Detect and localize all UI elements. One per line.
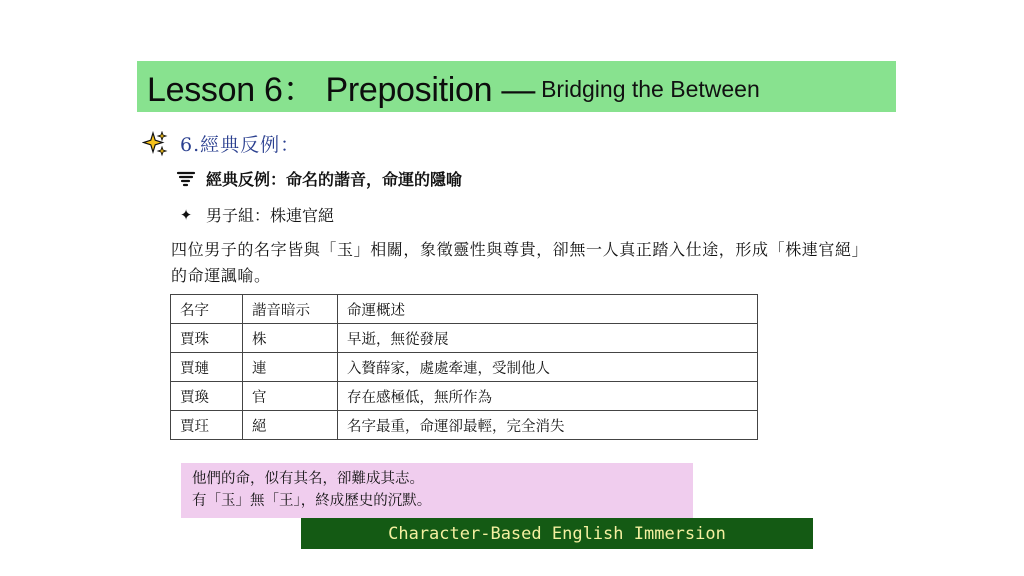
table-row [171, 324, 758, 353]
table-cell: 賈珠 [171, 324, 243, 353]
table-cell: 官 [243, 382, 338, 411]
table-header-cell: 諧音暗示 [243, 295, 338, 324]
tornado-icon [176, 169, 196, 189]
lesson-subtitle: Bridging the Between [541, 76, 760, 102]
table-cell: 絕 [243, 411, 338, 440]
section-heading [142, 130, 300, 157]
subheading-text: 經典反例：命名的諧音，命運的隱喻 [206, 170, 463, 189]
footer-banner [301, 518, 813, 549]
description-paragraph: 四位男子的名字皆與「玉」相關，象徵靈性與尊貴，卻無一人真正踏入仕途，形成「株連官絕」的命運諷喻。 [171, 240, 869, 285]
section-heading-text: 6.經典反例： [180, 134, 301, 156]
table-cell: 賈璉 [171, 353, 243, 382]
table-cell: 株 [243, 324, 338, 353]
group-text: 男子組：株連官絕 [206, 206, 335, 225]
table-header-cell: 命運概述 [338, 295, 758, 324]
four-pointed-star-icon: ✦ [179, 205, 193, 224]
sparkles-icon [142, 131, 168, 157]
table-cell: 名字最重，命運卻最輕，完全消失 [338, 411, 758, 440]
table-cell: 早逝，無從發展 [338, 324, 758, 353]
names-table [170, 294, 758, 440]
table-cell: 連 [243, 353, 338, 382]
lesson-title-bar [137, 61, 896, 112]
table-header-cell: 名字 [171, 295, 243, 324]
summary-note [181, 463, 693, 518]
footer-text: Character-Based English Immersion [388, 523, 726, 544]
note-line-1: 他們的命，似有其名，卻難成其志。 [192, 471, 424, 487]
note-line-2: 有「玉」無「王」，終成歷史的沉默。 [192, 493, 432, 509]
table-row [171, 411, 758, 440]
table-cell: 入贅薛家，處處牽連，受制他人 [338, 353, 758, 382]
group-line [176, 203, 334, 226]
table-cell: 賈玨 [171, 411, 243, 440]
table-header-row [171, 295, 758, 324]
table-row [171, 353, 758, 382]
table-cell: 賈瑍 [171, 382, 243, 411]
lesson-title: Lesson 6： Preposition — [147, 71, 536, 109]
table-row [171, 382, 758, 411]
subheading [176, 167, 462, 190]
table-cell: 存在感極低，無所作為 [338, 382, 758, 411]
